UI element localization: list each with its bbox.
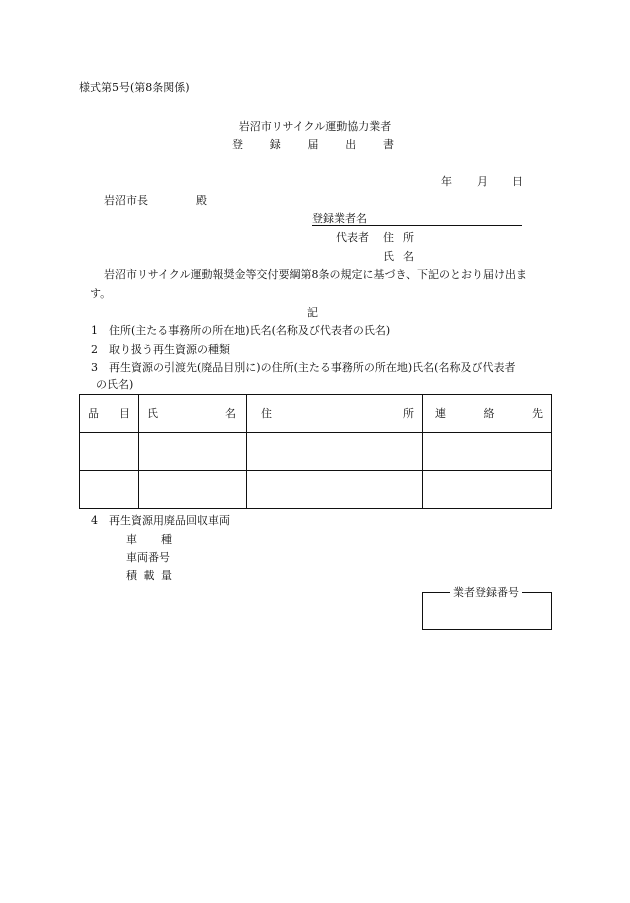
table-cell[interactable] [80, 433, 139, 471]
ki-heading: 記 [307, 306, 318, 319]
header-item: 品 目 [80, 395, 139, 433]
title-char: 書 [383, 138, 394, 151]
table-header-row [80, 395, 552, 433]
item1-number: 1 [91, 324, 98, 337]
table-row [80, 471, 552, 509]
table-cell[interactable] [423, 433, 552, 471]
item3-number: 3 [91, 361, 98, 374]
table-row [80, 433, 552, 471]
date-month: 月 [477, 175, 488, 188]
table-cell[interactable] [247, 471, 423, 509]
vehicle-capacity-label: 積 載 量 [126, 569, 172, 582]
title-char: 録 [269, 138, 281, 151]
name-label-char: 氏 [383, 250, 394, 263]
addressee: 岩沼市長 [104, 194, 148, 207]
representative-label: 代表者 [336, 231, 369, 244]
title-char: 届 [307, 138, 319, 151]
vehicle-type-char: 車 [126, 533, 137, 546]
registration-number-label: 業者登録番号 [453, 586, 519, 599]
registration-box-top-border [522, 592, 551, 593]
form-title-line1: 岩沼市リサイクル運動協力業者 [238, 120, 392, 133]
address-label-char: 住 [383, 231, 394, 244]
vehicle-type-char: 種 [161, 533, 172, 546]
table-cell[interactable] [247, 433, 423, 471]
item2-text: 取り扱う再生資源の種類 [109, 343, 230, 356]
table-cell[interactable] [80, 471, 139, 509]
table-cell[interactable] [139, 433, 247, 471]
header-name: 氏 名 [139, 395, 247, 433]
recycler-table [79, 394, 552, 509]
title-char: 登 [232, 138, 243, 151]
form-title-line2 [232, 138, 394, 151]
item3-text-line1: 再生資源の引渡先(廃品目別に)の住所(主たる事務所の所在地)氏名(名称及び代表者 [109, 361, 516, 374]
item1-text: 住所(主たる事務所の所在地)氏名(名称及び代表者の氏名) [109, 324, 391, 337]
table-cell[interactable] [423, 471, 552, 509]
item4-text: 再生資源用廃品回収車両 [109, 514, 230, 527]
body-text-line1: 岩沼市リサイクル運動報奨金等交付要綱第8条の規定に基づき、下記のとおり届け出ま [104, 268, 528, 281]
form-reference: 様式第5号(第8条関係) [79, 81, 190, 94]
item2-number: 2 [91, 343, 98, 356]
registrant-name-underline [312, 225, 522, 226]
date-day: 日 [512, 175, 523, 188]
header-contact: 連 絡 先 [423, 395, 552, 433]
registration-box-top-border [422, 592, 450, 593]
item3-text-line2: の氏名) [96, 378, 134, 391]
honorific: 殿 [196, 194, 207, 207]
address-label-char: 所 [403, 231, 414, 244]
body-text-line2: す。 [90, 287, 112, 300]
title-char: 出 [345, 138, 357, 151]
table-cell[interactable] [139, 471, 247, 509]
vehicle-number-label: 車両番号 [126, 551, 170, 564]
header-address: 住 所 [247, 395, 423, 433]
item4-number: 4 [91, 514, 98, 527]
date-year: 年 [441, 175, 452, 188]
name-label-char: 名 [403, 250, 414, 263]
registrant-name-label: 登録業者名 [312, 212, 367, 225]
